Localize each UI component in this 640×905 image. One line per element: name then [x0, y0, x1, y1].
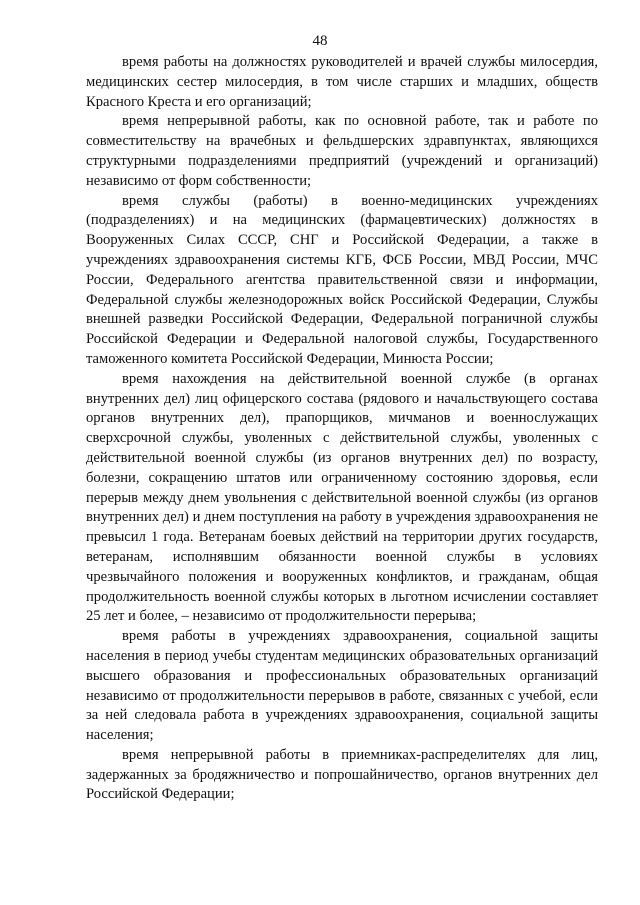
- document-body: [86, 53, 598, 805]
- paragraph: время непрерывной работы, как по основной работе, так и работе по совместительству на врачебных и фельдшерских здравпунктах, являющихся структурными подразделениями предприятий (учреждений и организаций) независимо от форм собственности;: [86, 113, 598, 189]
- paragraph: время работы в учреждениях здравоохранения, социальной защиты населения в период учебы студентам медицинских образовательных организаций высшего образования и профессиональных образовательных организаций независимо от продолжительности перерывов в работе, связанных с учебой, если за ней следовала работа в учреждениях здравоохранения, социальной защиты населения;: [86, 628, 598, 744]
- paragraph: время работы на должностях руководителей и врачей службы милосердия, медицинских сестер милосердия, в том числе старших и младших, обществ Красного Креста и его организаций;: [86, 54, 598, 110]
- paragraph: время нахождения на действительной военной службе (в органах внутренних дел) лиц офицерского состава (рядового и начальствующего состава органов внутренних дел), прапорщиков, мичманов и военнослужащих сверхсрочной службы, уволенных с действительной службы, уволенных с действительной военной службы (из органов внутренних дел) по возрасту, болезни, сокращению штатов или ограниченному состоянию здоровья, если перерыв между днем увольнения с действительной военной службы (из органов внутренних дел) и днем поступления на работу в учреждения здравоохранения не превысил 1 года. Ветеранам боевых действий на территории других государств, ветеранам, исполнявшим обязанности военной службы в условиях чрезвычайного положения и вооруженных конфликтов, и гражданам, общая продолжительность военной службы которых в льготном исчислении составляет 25 лет и более, – независимо от продолжительности перерыва;: [86, 370, 598, 625]
- paragraph: время непрерывной работы в приемниках-распределителях для лиц, задержанных за бродяжничество и попрошайничество, органов внутренних дел Российской Федерации;: [86, 746, 598, 803]
- page-number: 48: [312, 33, 328, 49]
- paragraph: время службы (работы) в военно-медицинских учреждениях (подразделениях) и на медицинских (фармацевтических) должностях в Вооруженных Силах СССР, СНГ и Российской Федерации, а также в учреждениях здравоохранения системы КГБ, ФСБ России, МВД России, МЧС России, Федерального агентства правительственной связи и информации, Федеральной службы железнодорожных войск Российской Федерации, Службы внешней разведки Российской Федерации, Федеральной пограничной службы Российской Федерации и Федеральной налоговой службы, Государственного таможенного комитета Российской Федерации, Минюста России;: [86, 192, 598, 367]
